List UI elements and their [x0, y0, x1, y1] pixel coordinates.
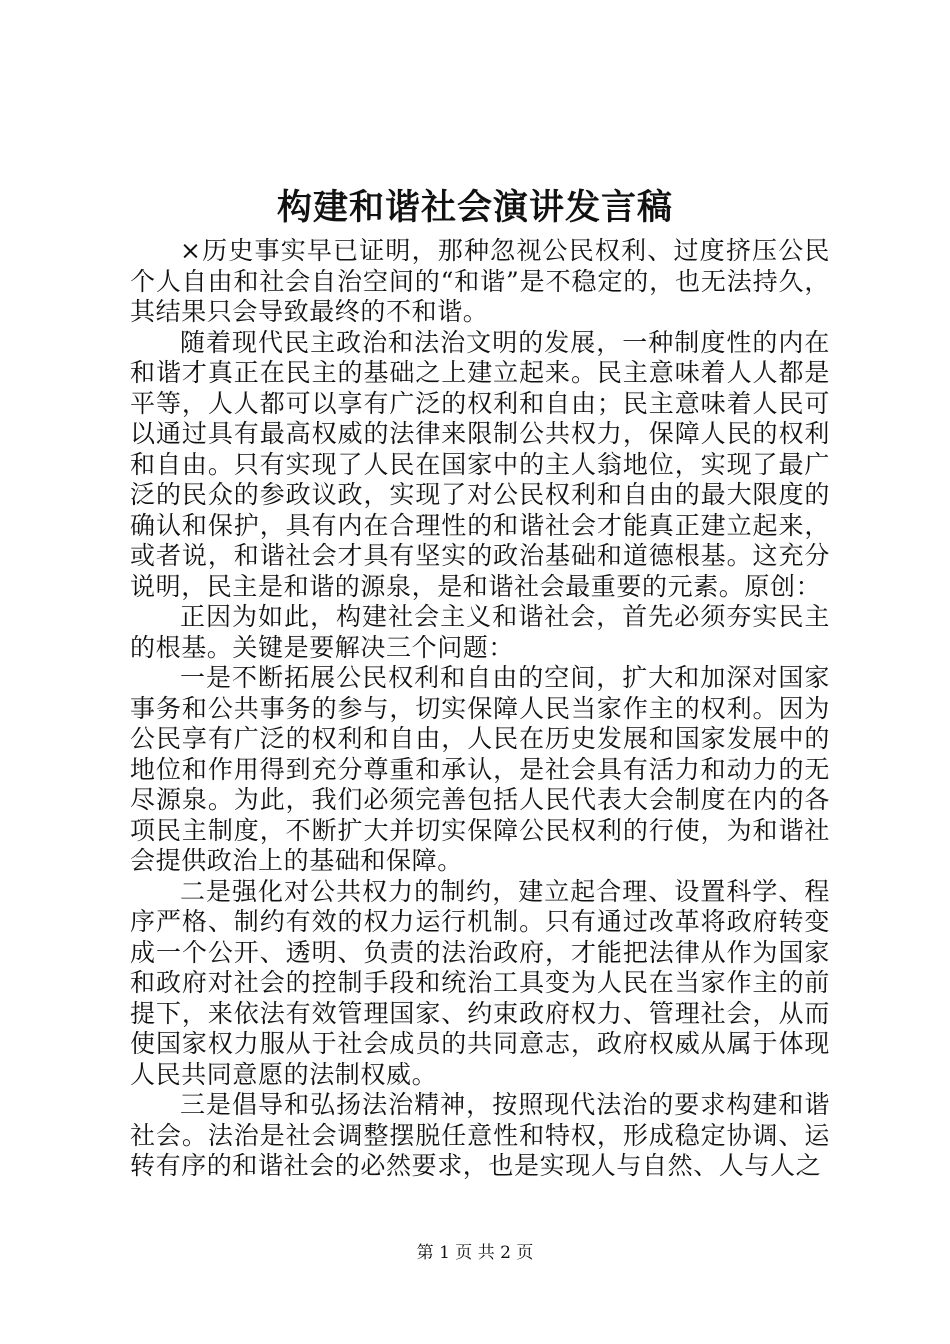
paragraph-5: 二是强化对公共权力的制约，建立起合理、设置科学、程序严格、制约有效的权力运行机制。只有通过改革将政府转变成一个公开、透明、负责的法治政府，才能把法律从作为国家和政府对社会的控制手段和统治工具变为人民在当家作主的前提下，来依法有效管理国家、约束政府权力、管理社会，从而使国家权力服从于社会成员的共同意志，政府权威从属于体现人民共同意愿的法制权威。 [130, 876, 830, 1089]
document-body [130, 236, 830, 1182]
paragraph-2: 随着现代民主政治和法治文明的发展，一种制度性的内在和谐才真正在民主的基础之上建立起来。民主意味着人人都是平等，人人都可以享有广泛的权利和自由；民主意味着人民可以通过具有最高权威的法律来限制公共权力，保障人民的权利和自由。只有实现了人民在国家中的主人翁地位，实现了最广泛的民众的参政议政，实现了对公民权利和自由的最大限度的确认和保护，具有内在合理性的和谐社会才能真正建立起来，或者说，和谐社会才具有坚实的政治基础和道德根基。这充分说明，民主是和谐的源泉，是和谐社会最重要的元素。原创： [130, 327, 830, 601]
paragraph-1: ×历史事实早已证明，那种忽视公民权利、过度挤压公民个人自由和社会自治空间的“和谐”是不稳定的，也无法持久，其结果只会导致最终的不和谐。 [130, 236, 830, 326]
paragraph-6: 三是倡导和弘扬法治精神，按照现代法治的要求构建和谐社会。法治是社会调整摆脱任意性和特权，形成稳定协调、运转有序的和谐社会的必然要求，也是实现人与自然、人与人之 [130, 1090, 830, 1180]
page-footer: 第 1 页 共 2 页 [416, 1243, 534, 1263]
paragraph-3: 正因为如此，构建社会主义和谐社会，首先必须夯实民主的根基。关键是要解决三个问题： [130, 602, 830, 662]
document-title: 构建和谐社会演讲发言稿 [276, 187, 673, 228]
paragraph-4: 一是不断拓展公民权利和自由的空间，扩大和加深对国家事务和公共事务的参与，切实保障人民当家作主的权利。因为公民享有广泛的权利和自由，人民在历史发展和国家发展中的地位和作用得到充分尊重和承认，是社会具有活力和动力的无尽源泉。为此，我们必须完善包括人民代表大会制度在内的各项民主制度，不断扩大并切实保障公民权利的行使，为和谐社会提供政治上的基础和保障。 [130, 663, 830, 875]
